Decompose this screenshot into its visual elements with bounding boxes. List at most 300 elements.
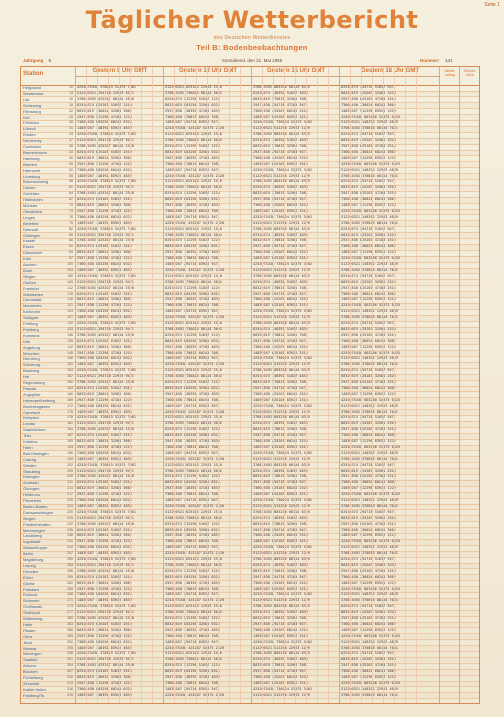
observation-cell: 80325619 425207 32561 2520 — [341, 279, 396, 284]
station-name: Freiburg — [23, 321, 38, 326]
observation-cell: 80325619 370815 32561 7081 — [253, 427, 308, 432]
observation-cell: 80325619 425207 32561 2520 — [341, 421, 396, 426]
column-rule — [383, 67, 384, 703]
observation-cell: 14839267 512296 83926 1229 — [341, 580, 396, 585]
observation-cell: 62510374 148392 51037 4839 — [253, 374, 308, 379]
observation-cell: 73602458 425207 60245 2520 — [253, 627, 308, 632]
header-divider — [164, 76, 252, 77]
station-number: 268 — [67, 592, 73, 597]
observation-cell: 29471830 294718 47183 9471 — [253, 527, 308, 532]
observation-cell: 29471830 294718 47183 9471 — [253, 433, 308, 438]
group-header-18 — [339, 67, 440, 85]
station-number: 121 — [67, 303, 73, 308]
observation-cell: 512296321 512296 22963 1229 — [253, 409, 310, 414]
station-name: Ulm — [23, 338, 31, 344]
observation-cell: 80325619 425207 32561 2520 — [341, 90, 396, 95]
station-number: 40 — [69, 144, 73, 148]
observation-cell: 62510374 512296 51037 1229 — [165, 521, 220, 526]
observation-cell: 73602458 370815 60245 7081 — [165, 633, 220, 638]
observation-cell: 512296321 148392 22963 4839 — [341, 498, 398, 502]
station-name: Garmisch — [23, 409, 41, 415]
observation-cell: 29471830 625103 47183 2510 — [341, 285, 396, 290]
station-name: Göttingen — [23, 232, 41, 238]
observation-cell: 14839267 148392 83926 4839 — [77, 126, 132, 131]
station-number: 319 — [67, 692, 73, 697]
observation-cell: 14839267 294718 83926 9471 — [165, 450, 220, 455]
station-name: Bremerhaven — [23, 149, 48, 155]
station-number: 199 — [67, 456, 73, 461]
observation-cell: 512296321 294718 22963 9471 — [77, 562, 134, 567]
station-name: Gera — [23, 633, 32, 639]
observation-cell: 62510374 625103 51037 2510 — [77, 621, 132, 626]
observation-cell: 14839267 148392 83926 4839 — [77, 267, 132, 272]
observation-cell: 512296321 294718 22963 9471 — [77, 185, 134, 190]
column-rule — [141, 67, 142, 703]
observation-cell: 73602458 736024 60245 3602 — [341, 621, 396, 626]
station-name: Nürnberg — [23, 356, 40, 362]
report-part: Teil B: Bodenbeobachtungen — [196, 43, 308, 52]
observation-cell: 512296321 512296 22963 1229 — [253, 220, 310, 225]
observation-cell: 80325619 370815 32561 7081 — [253, 474, 308, 479]
observation-cell: 4252075430 425207 52075 2520 — [165, 551, 225, 556]
station-number: 94 — [69, 250, 73, 255]
observation-cell: 512296321 512296 22963 1229 — [253, 315, 310, 320]
observation-cell: 4252075430 803256 52075 0325 — [341, 586, 401, 591]
observation-cell: 4252075430 803256 52075 0325 — [341, 303, 401, 308]
observation-cell: 370815492 803256 08154 0325 — [253, 557, 310, 561]
observation-cell: 73602458 736024 60245 3602 — [341, 338, 396, 343]
station-name: Gießen — [23, 279, 37, 285]
observation-cell: 29471830 512296 47183 1229 — [77, 256, 132, 261]
observation-cell: 29471830 294718 47183 9471 — [253, 149, 308, 154]
observation-cell: 512296321 512296 22963 1229 — [253, 456, 310, 461]
observation-cell: 14839267 148392 83926 4839 — [77, 456, 132, 461]
observation-cell: 80325619 425207 32561 2520 — [341, 374, 396, 379]
observation-cell: 512296321 294718 22963 9471 — [77, 138, 134, 143]
station-name: Bielefeld — [23, 220, 39, 226]
observation-cell: 62510374 148392 51037 4839 — [253, 421, 308, 426]
observation-cell: 370815492 370815 08154 7081 — [341, 220, 398, 225]
observation-cell: 62510374 512296 51037 1229 — [165, 238, 220, 243]
observation-cell: 80325619 803256 32561 0325 — [165, 197, 220, 202]
station-number: 88 — [69, 238, 73, 243]
column-rule — [152, 67, 153, 703]
observation-cell: 80325619 370815 32561 7081 — [253, 285, 308, 290]
observation-cell: 4252075430 736024 52075 3602 — [253, 214, 313, 219]
observation-cell: 14839267 148392 83926 4839 — [77, 551, 132, 556]
observation-cell: 14839267 512296 83926 1229 — [341, 297, 396, 302]
observation-cell: 73602458 803256 60245 0325 — [77, 450, 132, 455]
station-number: 256 — [67, 568, 73, 573]
observation-cell: 370815492 425207 08154 2520 — [77, 285, 134, 290]
station-number: 49 — [69, 161, 73, 166]
station-number: 181 — [67, 421, 73, 426]
observation-cell: 80325619 803256 32561 0325 — [165, 574, 220, 579]
observation-cell: 29471830 294718 47183 9471 — [253, 385, 308, 390]
observation-cell: 80325619 425207 32561 2520 — [341, 326, 396, 331]
observation-cell: 512296321 148392 22963 4839 — [341, 686, 398, 691]
observation-cell: 62510374 512296 51037 1229 — [165, 332, 220, 337]
observation-cell: 370815492 736024 08154 3602 — [165, 562, 222, 567]
observation-cell: 62510374 625103 51037 2510 — [77, 244, 132, 249]
observation-cell: 73602458 803256 60245 0325 — [77, 309, 132, 314]
observation-cell: 370815492 736024 08154 3602 — [165, 185, 222, 190]
station-name: Ansbach — [23, 480, 39, 486]
station-number: 169 — [67, 397, 73, 402]
observation-cell: 4252075430 736024 52075 3602 — [253, 592, 313, 597]
observation-cell: 14839267 625103 83926 2510 — [253, 539, 308, 544]
observation-cell: 62510374 294718 51037 9471 — [341, 273, 396, 278]
observation-cell: 62510374 294718 51037 9471 — [341, 85, 396, 89]
station-name: Münster — [23, 203, 38, 208]
observation-cell: 512296321 294718 22963 9471 — [77, 468, 134, 473]
observation-cell: 29471830 625103 47183 2510 — [341, 96, 396, 101]
observation-cell: 512296321 294718 22963 9471 — [77, 421, 134, 426]
observation-cell: 62510374 512296 51037 1229 — [165, 285, 220, 290]
observation-cell: 4252075430 370815 52075 7081 — [77, 415, 137, 420]
column-rule — [75, 67, 76, 703]
observation-cell: 73602458 370815 60245 7081 — [165, 586, 220, 591]
station-number: 313 — [67, 680, 73, 685]
observation-cell: 512296321 148392 22963 4839 — [341, 639, 398, 644]
observation-cell: 62510374 625103 51037 2510 — [77, 197, 132, 202]
station-name: Bamberg — [23, 368, 40, 374]
observation-cell: 29471830 148392 47183 4839 — [165, 439, 220, 443]
observation-cell: 62510374 294718 51037 9471 — [341, 415, 396, 420]
observation-cell: 14839267 148392 83926 4839 — [77, 503, 132, 508]
observation-cell: 512296321 148392 22963 4839 — [341, 545, 398, 550]
station-name: Saarbrücken — [23, 427, 46, 433]
precip-label: Nieder-schlag — [444, 69, 456, 77]
observation-cell: 29471830 512296 47183 1229 — [77, 492, 132, 497]
station-name: Dresden — [23, 568, 39, 574]
observation-cell: 73602458 370815 60245 7081 — [165, 539, 220, 544]
observation-cell: 14839267 512296 83926 1229 — [341, 675, 396, 679]
station-number: 250 — [67, 557, 73, 561]
report-date: Sonnabend, den 21. Mai 1955 — [221, 58, 283, 63]
station-name: Wiesbaden — [23, 291, 44, 297]
station-name: Pforzheim — [23, 498, 42, 503]
station-name: Lindau — [23, 421, 36, 427]
station-number: 238 — [67, 533, 73, 538]
station-number: 148 — [67, 356, 73, 361]
observation-cell: 29471830 148392 47183 4839 — [165, 108, 220, 113]
station-header: Station — [23, 71, 44, 77]
column-rule — [405, 67, 406, 703]
observation-cell: 4252075430 736024 52075 3602 — [253, 309, 313, 314]
observation-cell: 370815492 425207 08154 2520 — [77, 96, 134, 101]
observation-cell: 512296321 294718 22963 9471 — [77, 657, 134, 662]
observation-cell: 80325619 736024 32561 3602 — [77, 108, 132, 113]
station-name: Passau — [23, 385, 37, 391]
observation-cell: 370815492 425207 08154 2520 — [77, 663, 134, 668]
observation-cell: 370815492 370815 08154 7081 — [341, 456, 398, 461]
observation-cell: 4252075430 425207 52075 2520 — [165, 126, 225, 131]
observation-cell: 80325619 370815 32561 7081 — [253, 568, 308, 573]
page-marker: Seite 1 — [484, 2, 500, 8]
observation-cell: 370815492 370815 08154 7081 — [341, 692, 398, 697]
station-number: 247 — [67, 551, 73, 556]
observation-cell: 4252075430 736024 52075 3602 — [253, 639, 313, 644]
observation-cell: 29471830 512296 47183 1229 — [77, 633, 132, 638]
observation-cell: 73602458 425207 60245 2520 — [253, 344, 308, 349]
observation-cell: 512296321 512296 22963 1229 — [253, 126, 310, 131]
observation-cell: 370815492 425207 08154 2520 — [77, 616, 134, 620]
observation-cell: 29471830 625103 47183 2510 — [341, 238, 396, 243]
observation-cell: 14839267 625103 83926 2510 — [253, 303, 308, 308]
station-name: Augsburg — [23, 344, 41, 350]
station-name: Aachen — [23, 262, 37, 267]
station-number: 127 — [67, 315, 73, 320]
station-number: 262 — [67, 580, 73, 585]
station-name: Feldberg — [23, 326, 39, 332]
station-number: 187 — [67, 433, 73, 438]
observation-cell: 62510374 512296 51037 1229 — [165, 427, 220, 432]
observation-cell: 512296321 625103 22963 2510 — [165, 509, 222, 514]
observation-cell: 4252075430 370815 52075 7081 — [77, 226, 137, 231]
observation-cell: 62510374 625103 51037 2510 — [77, 527, 132, 532]
observation-cell: 512296321 512296 22963 1229 — [253, 503, 310, 508]
observation-cell: 73602458 425207 60245 2520 — [253, 486, 308, 491]
station-number: 172 — [67, 403, 73, 408]
column-rule — [273, 67, 274, 703]
observation-cell: 370815492 370815 08154 7081 — [341, 267, 398, 272]
observation-cell: 62510374 294718 51037 9471 — [341, 651, 396, 656]
station-number: 271 — [67, 598, 73, 603]
observation-cell: 80325619 425207 32561 2520 — [341, 185, 396, 190]
observation-cell: 80325619 425207 32561 2520 — [341, 657, 396, 662]
observation-cell: 14839267 512296 83926 1229 — [341, 533, 396, 538]
observation-cell: 29471830 148392 47183 4839 — [165, 580, 220, 585]
column-rule — [207, 67, 208, 703]
observation-cell: 4252075430 425207 52075 2520 — [165, 267, 225, 272]
station-number: 196 — [67, 450, 73, 455]
observation-cell: 4252075430 370815 52075 7081 — [77, 273, 137, 278]
column-rule — [251, 67, 252, 703]
observation-cell: 80325619 803256 32561 0325 — [165, 385, 220, 390]
station-number: 232 — [67, 521, 73, 526]
station-name: Fehmarn — [23, 120, 40, 126]
observation-cell: 29471830 625103 47183 2510 — [341, 144, 396, 148]
observation-cell: 4252075430 736024 52075 3602 — [253, 120, 313, 125]
station-name: Kassel — [23, 238, 36, 244]
station-name: Heilbronn — [23, 492, 41, 498]
station-name: Darmstadt — [23, 297, 42, 303]
observation-cell: 62510374 294718 51037 9471 — [341, 179, 396, 184]
observation-cell: 80325619 803256 32561 0325 — [165, 291, 220, 296]
station-name: Koblenz — [23, 439, 38, 444]
header-divider — [340, 76, 440, 77]
station-number: 10 — [69, 85, 73, 89]
observation-cell: 80325619 425207 32561 2520 — [341, 232, 396, 237]
observation-cell: 80325619 370815 32561 7081 — [253, 144, 308, 148]
station-number: 217 — [67, 492, 73, 497]
observation-cell: 80325619 803256 32561 0325 — [165, 527, 220, 532]
header-divider — [252, 76, 340, 77]
observation-cell: 62510374 625103 51037 2510 — [77, 574, 132, 579]
observation-cell: 29471830 148392 47183 4839 — [165, 155, 220, 160]
observation-cell: 370815492 370815 08154 7081 — [341, 645, 398, 650]
station-name: Gorleben — [23, 191, 40, 197]
observation-cell: 14839267 294718 83926 9471 — [165, 498, 220, 502]
observation-cell: 29471830 148392 47183 4839 — [165, 675, 220, 679]
observation-cell: 73602458 803256 60245 0325 — [77, 120, 132, 125]
observation-cell: 73602458 736024 60245 3602 — [341, 433, 396, 438]
observation-cell: 4252075430 425207 52075 2520 — [165, 598, 225, 603]
station-name: Bremen — [23, 161, 38, 167]
observation-cell: 512296321 625103 22963 2510 — [165, 85, 222, 89]
observation-cell: 29471830 625103 47183 2510 — [341, 332, 396, 337]
observation-cell: 512296321 148392 22963 4839 — [341, 356, 398, 361]
station-number: 301 — [67, 657, 73, 662]
observation-cell: 80325619 370815 32561 7081 — [253, 96, 308, 101]
observation-cell: 73602458 736024 60245 3602 — [341, 527, 396, 532]
observation-cell: 14839267 294718 83926 9471 — [165, 545, 220, 550]
station-number: 79 — [69, 220, 73, 225]
header-divider — [76, 76, 164, 77]
station-name: Mannheim — [23, 303, 42, 309]
station-number: 43 — [69, 149, 73, 154]
observation-cell: 4252075430 370815 52075 7081 — [77, 179, 137, 184]
station-name: Würzburg — [23, 362, 41, 368]
station-name: Fichtelberg — [23, 675, 43, 680]
observation-cell: 512296321 512296 22963 1229 — [253, 551, 310, 556]
observation-cell: 4252075430 370815 52075 7081 — [77, 321, 137, 325]
observation-cell: 73602458 803256 60245 0325 — [77, 686, 132, 691]
observation-cell: 512296321 625103 22963 2510 — [165, 415, 222, 420]
observation-cell: 29471830 148392 47183 4839 — [165, 344, 220, 349]
observation-cell: 4252075430 736024 52075 3602 — [253, 167, 313, 172]
observation-cell: 4252075430 803256 52075 0325 — [341, 492, 401, 497]
observation-cell: 370815492 736024 08154 3602 — [165, 326, 222, 331]
column-rule — [284, 67, 285, 703]
observation-cell: 80325619 803256 32561 0325 — [165, 338, 220, 343]
station-name: Hamburg — [23, 155, 40, 161]
observation-cell: 80325619 425207 32561 2520 — [341, 138, 396, 143]
nummer-label: Nummer: — [420, 58, 440, 63]
station-name: Helgoland — [23, 85, 42, 90]
observation-cell: 370815492 425207 08154 2520 — [77, 568, 134, 573]
observation-cell: 29471830 625103 47183 2510 — [341, 521, 396, 526]
column-rule — [174, 67, 175, 703]
observation-cell: 62510374 148392 51037 4839 — [253, 515, 308, 520]
snow-label: Schnee-höhe — [463, 69, 477, 77]
station-name: Schleswig — [23, 102, 42, 108]
observation-cell: 62510374 625103 51037 2510 — [77, 102, 132, 107]
observation-cell: 62510374 512296 51037 1229 — [165, 474, 220, 479]
observation-cell: 62510374 294718 51037 9471 — [341, 509, 396, 514]
observation-cell: 4252075430 370815 52075 7081 — [77, 462, 137, 467]
station-number: 97 — [69, 256, 73, 261]
observation-cell: 80325619 803256 32561 0325 — [165, 480, 220, 485]
observation-cell: 370815492 370815 08154 7081 — [341, 598, 398, 603]
station-name: Magdeburg — [23, 557, 44, 562]
observation-cell: 4252075430 370815 52075 7081 — [77, 132, 137, 137]
observation-cell: 29471830 148392 47183 4839 — [165, 486, 220, 491]
observation-cell: 73602458 370815 60245 7081 — [165, 303, 220, 308]
station-number: 73 — [69, 208, 73, 213]
station-name: List — [23, 96, 30, 102]
station-number: 259 — [67, 574, 73, 579]
station-name: Ingolstadt — [23, 539, 41, 545]
observation-cell: 370815492 803256 08154 0325 — [253, 415, 310, 420]
column-rule — [416, 67, 417, 703]
station-name: Wasserkuppe — [23, 545, 48, 551]
observation-cell: 73602458 803256 60245 0325 — [77, 592, 132, 597]
observation-cell: 73602458 425207 60245 2520 — [253, 108, 308, 113]
observation-cell: 512296321 625103 22963 2510 — [165, 557, 222, 561]
table-row — [21, 693, 479, 700]
observation-cell: 14839267 512296 83926 1229 — [341, 486, 396, 491]
observation-cell: 73602458 370815 60245 7081 — [165, 350, 220, 355]
station-number: 55 — [69, 173, 73, 178]
observation-cell: 370815492 736024 08154 3602 — [165, 374, 222, 379]
observation-cell: 80325619 370815 32561 7081 — [253, 238, 308, 243]
observation-cell: 4252075430 736024 52075 3602 — [253, 686, 313, 691]
observation-cell: 512296321 625103 22963 2510 — [165, 179, 222, 184]
observation-cell: 14839267 512296 83926 1229 — [341, 155, 396, 160]
station-number: 286 — [67, 627, 73, 632]
observation-cell: 73602458 425207 60245 2520 — [253, 533, 308, 538]
station-name: Norderney — [23, 138, 42, 144]
observation-cell: 4252075430 736024 52075 3602 — [253, 356, 313, 361]
observation-cell: 370815492 736024 08154 3602 — [165, 138, 222, 143]
observation-cell: 4252075430 803256 52075 0325 — [341, 114, 401, 119]
station-name: Greifswald — [23, 604, 42, 610]
observation-cell: 4252075430 370815 52075 7081 — [77, 368, 137, 373]
station-name: Coburg — [23, 456, 37, 462]
observation-cell: 73602458 425207 60245 2520 — [253, 391, 308, 396]
station-name: Weiden — [23, 462, 37, 468]
observation-cell: 80325619 803256 32561 0325 — [165, 244, 220, 249]
station-number: 274 — [67, 604, 73, 609]
station-number: 310 — [67, 675, 73, 679]
observation-cell: 512296321 512296 22963 1229 — [253, 362, 310, 367]
observation-cell: 512296321 148392 22963 4839 — [341, 214, 398, 219]
station-number: 52 — [69, 167, 73, 172]
observation-cell: 73602458 736024 60245 3602 — [341, 244, 396, 249]
observation-cell: 73602458 425207 60245 2520 — [253, 297, 308, 302]
observation-cell: 62510374 148392 51037 4839 — [253, 610, 308, 615]
observation-cell: 62510374 148392 51037 4839 — [253, 138, 308, 143]
observation-cell: 4252075430 425207 52075 2520 — [165, 220, 225, 225]
station-name: Lüneburg — [23, 173, 40, 179]
station-number: 19 — [69, 102, 73, 107]
observation-cell: 370815492 803256 08154 0325 — [253, 462, 310, 467]
station-name: Arkona — [23, 663, 36, 669]
observation-cell: 73602458 736024 60245 3602 — [341, 149, 396, 154]
observation-cell: 73602458 803256 60245 0325 — [77, 639, 132, 644]
station-number: 25 — [69, 114, 73, 119]
station-number: 244 — [67, 545, 73, 550]
observation-cell: 370815492 803256 08154 0325 — [253, 604, 310, 609]
observation-cell: 62510374 148392 51037 4839 — [253, 279, 308, 284]
observation-cell: 80325619 736024 32561 3602 — [77, 580, 132, 585]
observation-cell: 4252075430 803256 52075 0325 — [341, 256, 401, 261]
observation-cell: 62510374 294718 51037 9471 — [341, 557, 396, 561]
observation-cell: 62510374 294718 51037 9471 — [341, 321, 396, 325]
observation-cell: 14839267 625103 83926 2510 — [253, 256, 308, 261]
station-name: Hildesheim — [23, 197, 43, 203]
observation-cell: 512296321 625103 22963 2510 — [165, 321, 222, 325]
observation-cell: 80325619 370815 32561 7081 — [253, 380, 308, 384]
column-rule — [185, 67, 186, 703]
station-name: Kiel — [23, 114, 30, 120]
observation-cell: 73602458 736024 60245 3602 — [341, 197, 396, 202]
observation-cell: 80325619 803256 32561 0325 — [165, 102, 220, 107]
observation-cell: 62510374 512296 51037 1229 — [165, 96, 220, 101]
observation-cell: 29471830 294718 47183 9471 — [253, 291, 308, 296]
